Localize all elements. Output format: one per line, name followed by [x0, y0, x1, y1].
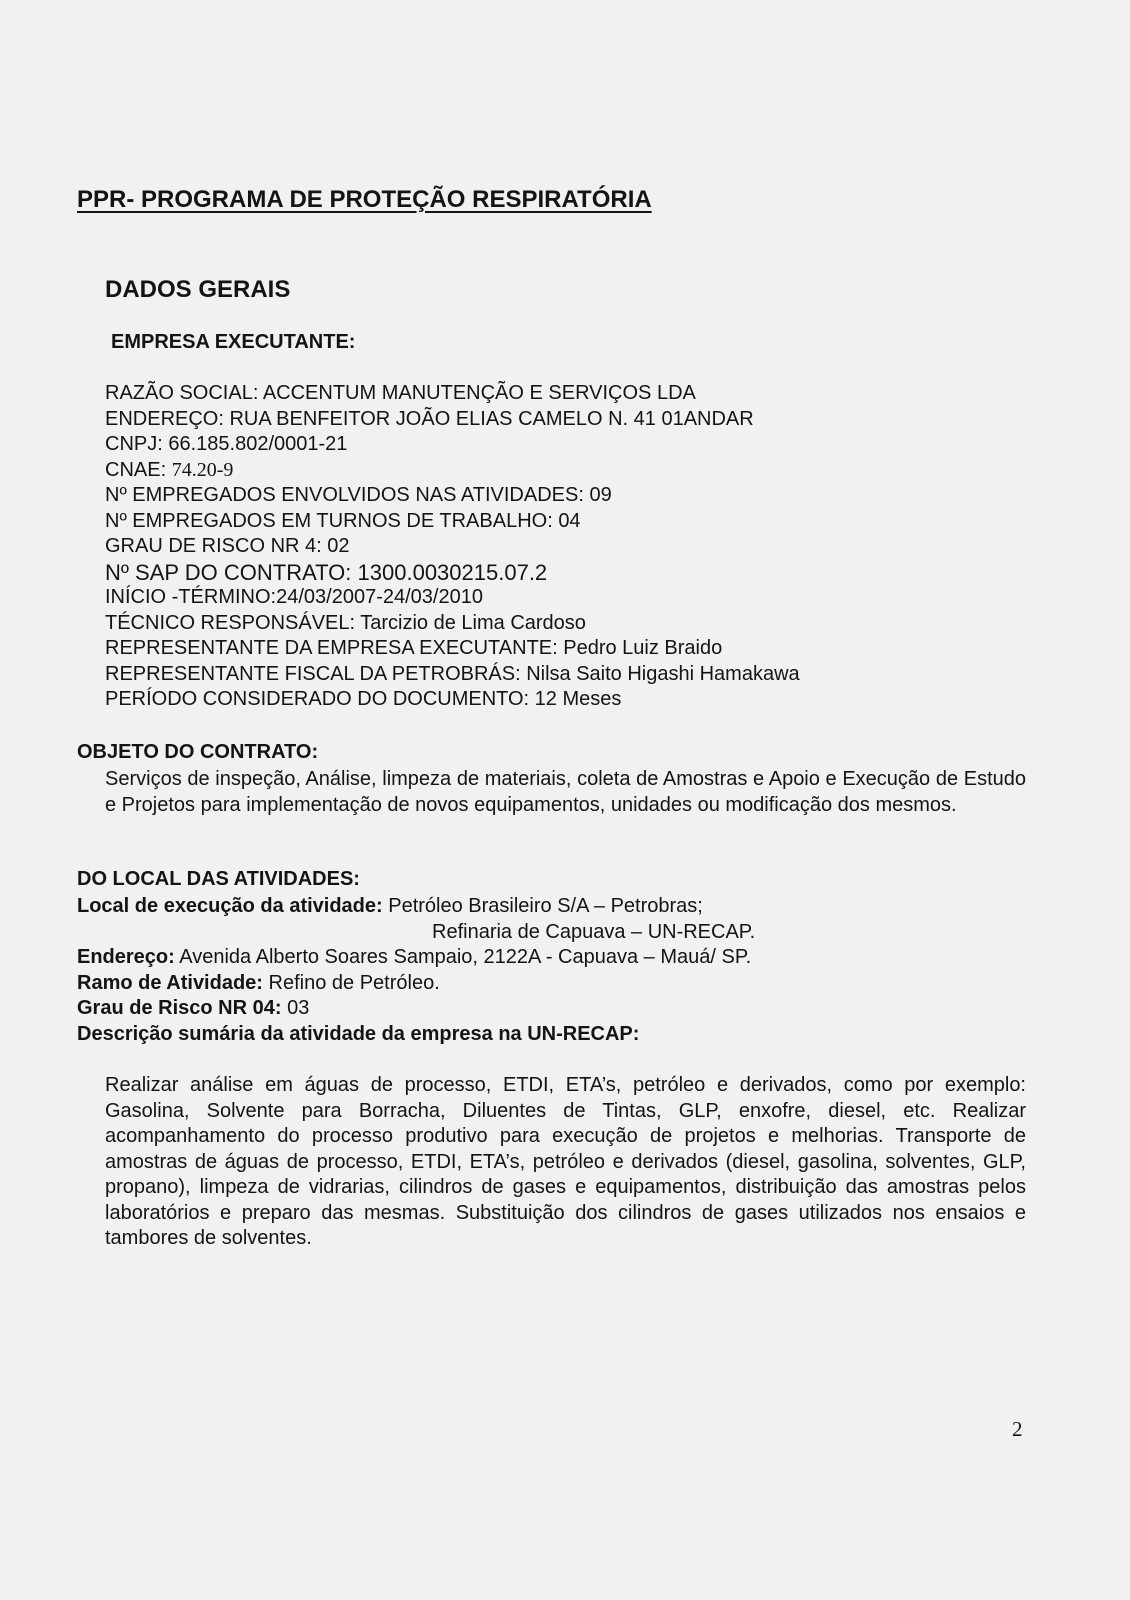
field-label: ENDEREÇO:	[105, 407, 230, 430]
field-value: 02	[327, 535, 350, 557]
field-grau-risco	[105, 534, 1035, 560]
field-label: REPRESENTANTE FISCAL DA PETROBRÁS:	[105, 662, 527, 685]
dados-gerais-heading: DADOS GERAIS	[105, 276, 291, 303]
field-label: REPRESENTANTE DA EMPRESA EXECUTANTE:	[105, 637, 564, 659]
field-label: Ramo de Atividade:	[77, 971, 263, 994]
field-label: PERÍODO CONSIDERADO DO DOCUMENTO:	[105, 688, 535, 710]
field-inicio-termino	[105, 585, 1035, 611]
local-execucao-row-2	[77, 920, 1037, 946]
field-value: 66.185.802/0001-21	[168, 433, 348, 455]
field-representante-fiscal	[105, 662, 1035, 688]
field-representante-empresa	[105, 636, 1035, 662]
field-value: Avenida Alberto Soares Sampaio, 2122A - Capuava – Mauá/ SP.	[174, 946, 752, 968]
field-value: 12 Meses	[534, 688, 622, 710]
field-value: ACCENTUM MANUTENÇÃO E SERVIÇOS LDA	[262, 382, 696, 404]
descricao-heading-row	[77, 1022, 1037, 1048]
field-value: Tarcizio de Lima Cardoso	[360, 611, 586, 634]
local-atividades-heading: DO LOCAL DAS ATIVIDADES:	[77, 868, 360, 890]
field-label: CNPJ:	[105, 433, 169, 455]
grau-risco-row	[77, 996, 1037, 1022]
field-cnpj	[105, 432, 1035, 458]
field-label: Nº EMPREGADOS EM TURNOS DE TRABALHO:	[105, 509, 559, 532]
field-tecnico-responsavel	[105, 611, 1035, 637]
field-value: Nilsa Saito Higashi Hamakawa	[526, 662, 800, 685]
field-label: Grau de Risco NR 04:	[77, 997, 282, 1019]
dados-gerais-fields	[105, 381, 1035, 713]
page-number: 2	[1012, 1417, 1023, 1441]
field-label: GRAU DE RISCO NR 4:	[105, 535, 328, 557]
field-label: Nº SAP DO CONTRATO:	[105, 559, 358, 585]
field-label: INÍCIO -TÉRMINO:	[105, 586, 277, 608]
field-value: 24/03/2007-24/03/2010	[276, 586, 483, 608]
field-razao-social	[105, 381, 1035, 407]
field-endereco	[105, 407, 1035, 433]
field-empregados-envolvidos	[105, 483, 1035, 509]
field-value: 04	[558, 509, 581, 532]
field-label: RAZÃO SOCIAL:	[105, 382, 263, 404]
local-execucao-row	[77, 894, 1037, 920]
field-empregados-turnos	[105, 509, 1035, 535]
field-value: Refinaria de Capuava – UN-RECAP.	[432, 920, 756, 943]
field-periodo	[105, 687, 1035, 713]
document-title: PPR- PROGRAMA DE PROTEÇÃO RESPIRATÓRIA	[77, 186, 652, 213]
field-sap-contrato	[105, 560, 1035, 586]
field-value: 1300.0030215.07.2	[357, 559, 548, 585]
field-value: Petróleo Brasileiro S/A – Petrobras;	[382, 895, 703, 917]
objeto-contrato-heading: OBJETO DO CONTRATO:	[77, 741, 319, 763]
endereco-row	[77, 945, 1037, 971]
field-label: Local de execução da atividade:	[77, 895, 383, 917]
field-value: 09	[589, 484, 612, 506]
field-value: RUA BENFEITOR JOÃO ELIAS CAMELO N. 41 01ANDAR	[229, 407, 754, 430]
field-value: 03	[281, 997, 310, 1019]
field-value: Pedro Luiz Braido	[563, 637, 723, 659]
field-label: TÉCNICO RESPONSÁVEL:	[105, 611, 361, 634]
field-label: Endereço:	[77, 946, 175, 968]
field-label: Descrição sumária da atividade da empresa na UN-RECAP:	[77, 1022, 640, 1045]
local-atividades-fields	[77, 894, 1037, 1047]
ramo-row	[77, 971, 1037, 997]
empresa-executante-heading: EMPRESA EXECUTANTE:	[111, 331, 356, 353]
objeto-contrato-text: Serviços de inspeção, Análise, limpeza de materiais, coleta de Amostras e Apoio e Execução de Estudo e Projetos para implementação de novos equipamentos, unidades ou modificação dos mesmos.	[105, 768, 1026, 816]
field-value: Refino de Petróleo.	[262, 971, 440, 994]
field-cnae	[105, 458, 1035, 484]
field-value: 74.20-9	[171, 458, 234, 481]
descricao-text: Realizar análise em águas de processo, ETDI, ETA’s, petróleo e derivados, como por exemplo: Gasolina, Solvente para Borracha, Diluentes de Tintas, GLP, enxofre, diesel, etc. Realizar acompanhamento do processo produtivo para execução de projetos e melhorias. Transporte de amostras de águas de processo, ETDI, ETA’s, petróleo e derivados (diesel, gasolina, solventes, GLP, propano), limpeza de vidrarias, cilindros de gases e equipamentos, distribuição das amostras pelos laboratórios e preparo das mesmas. Substituição dos cilindros de gases utilizados nos ensaios e tambores de solventes.	[105, 1074, 1026, 1249]
field-label: CNAE:	[105, 458, 172, 481]
field-label: Nº EMPREGADOS ENVOLVIDOS NAS ATIVIDADES:	[105, 484, 590, 506]
